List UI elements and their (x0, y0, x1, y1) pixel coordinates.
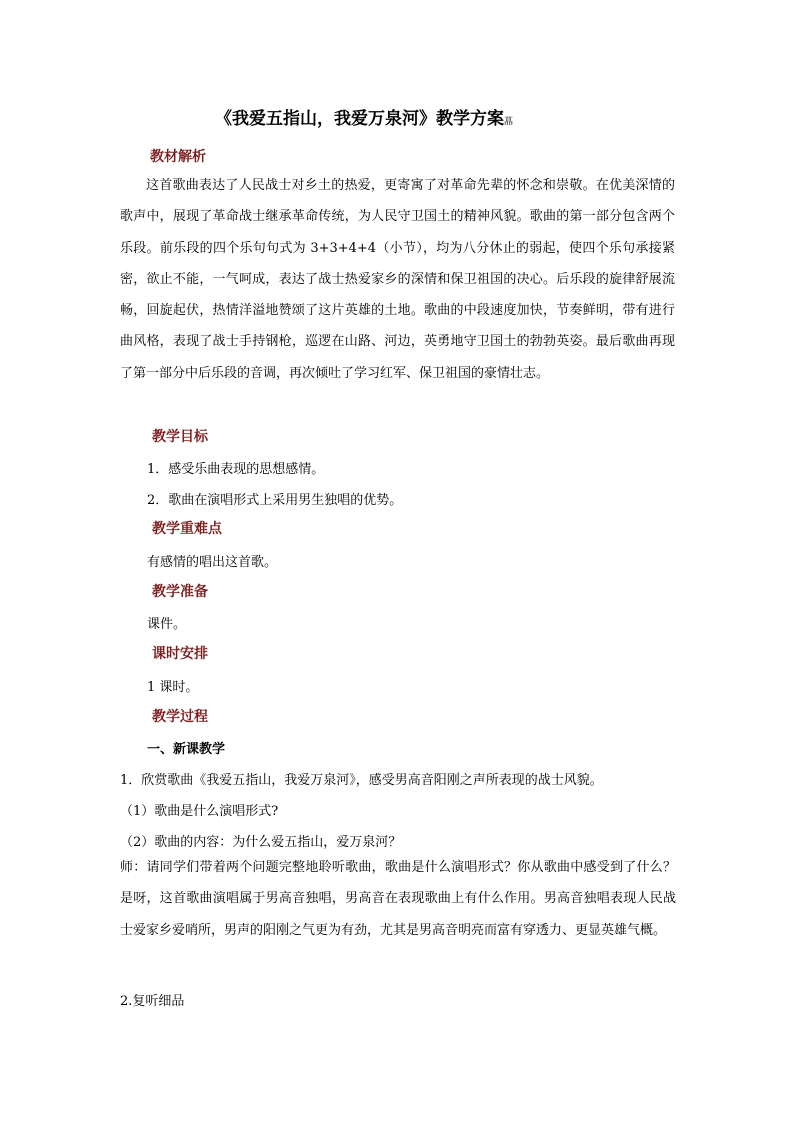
document-title-suffix: 蕌 (504, 117, 514, 127)
preparation-body: 课件。 (147, 617, 187, 632)
goal-item-2: 2．歌曲在演唱形式上采用男生独唱的优势。 (147, 493, 403, 508)
analysis-body: 这首歌曲表达了人民战士对乡土的热爱，更寄寓了对革命先辈的怀念和崇敬。在优美深情的歌声中，展现了革命战士继承革命传统，为人民守卫国土的精神风貌。歌曲的第一部分包含两个乐段。前乐段的四个乐句句式为 3+3+4+4（小节），均为八分休止的弱起，使四个乐句承接紧密，欲止不能，一气呵成，表达了战士热爱家乡的深情和保卫祖国的决心。后乐段的旋律舒展流畅，回旋起伏，热情洋溢地赞颂了这片英雄的土地。歌曲的中段速度加快，节奏鲜明，带有进行曲风格，表现了战士手持钢枪，巡逻在山路、河边，英勇地守卫国土的勃勃英姿。最后歌曲再现了第一部分中后乐段的音调，再次倾吐了学习红军、保卫祖国的豪情壮志。 (120, 178, 675, 381)
document-title (215, 104, 635, 129)
process-question-2: （2）歌曲的内容：为什么爱五指山，爱万泉河？ (120, 835, 402, 850)
heading-analysis: 教材解析 (150, 149, 206, 165)
heading-preparation: 教学准备 (152, 584, 208, 600)
heading-difficulty: 教学重难点 (152, 521, 222, 537)
process-teacher-paragraph: 师：请同学们带着两个问题完整地聆听歌曲，歌曲是什么演唱形式？你从歌曲中感受到了什么？是呀，这首歌曲演唱属于男高音独唱，男高音在表现歌曲上有什么作用。男高音独唱表现人民战士爱家乡爱哨所，男声的阳刚之气更为有劲，尤其是男高音明亮而富有穿透力、更显英雄气概。 (120, 860, 676, 938)
heading-goals: 教学目标 (152, 429, 208, 445)
process-sub-heading: 一、新课教学 (147, 742, 226, 757)
process-step-1: 1．欣赏歌曲《我爱五指山，我爱万泉河》，感受男高音阳刚之声所表现的战士风貌。 (120, 773, 603, 788)
difficulty-body: 有感情的唱出这首歌。 (147, 555, 278, 570)
process-question-1: （1）歌曲是什么演唱形式? (120, 804, 279, 819)
process-step-2: 2.复听细品 (120, 994, 185, 1009)
schedule-body: 1 课时。 (147, 680, 199, 695)
heading-process: 教学过程 (152, 709, 208, 725)
document-title-text: 《我爱五指山，我爱万泉河》教学方案 (215, 109, 504, 129)
heading-schedule: 课时安排 (152, 646, 208, 662)
goal-item-1: 1．感受乐曲表现的思想感情。 (147, 462, 325, 477)
